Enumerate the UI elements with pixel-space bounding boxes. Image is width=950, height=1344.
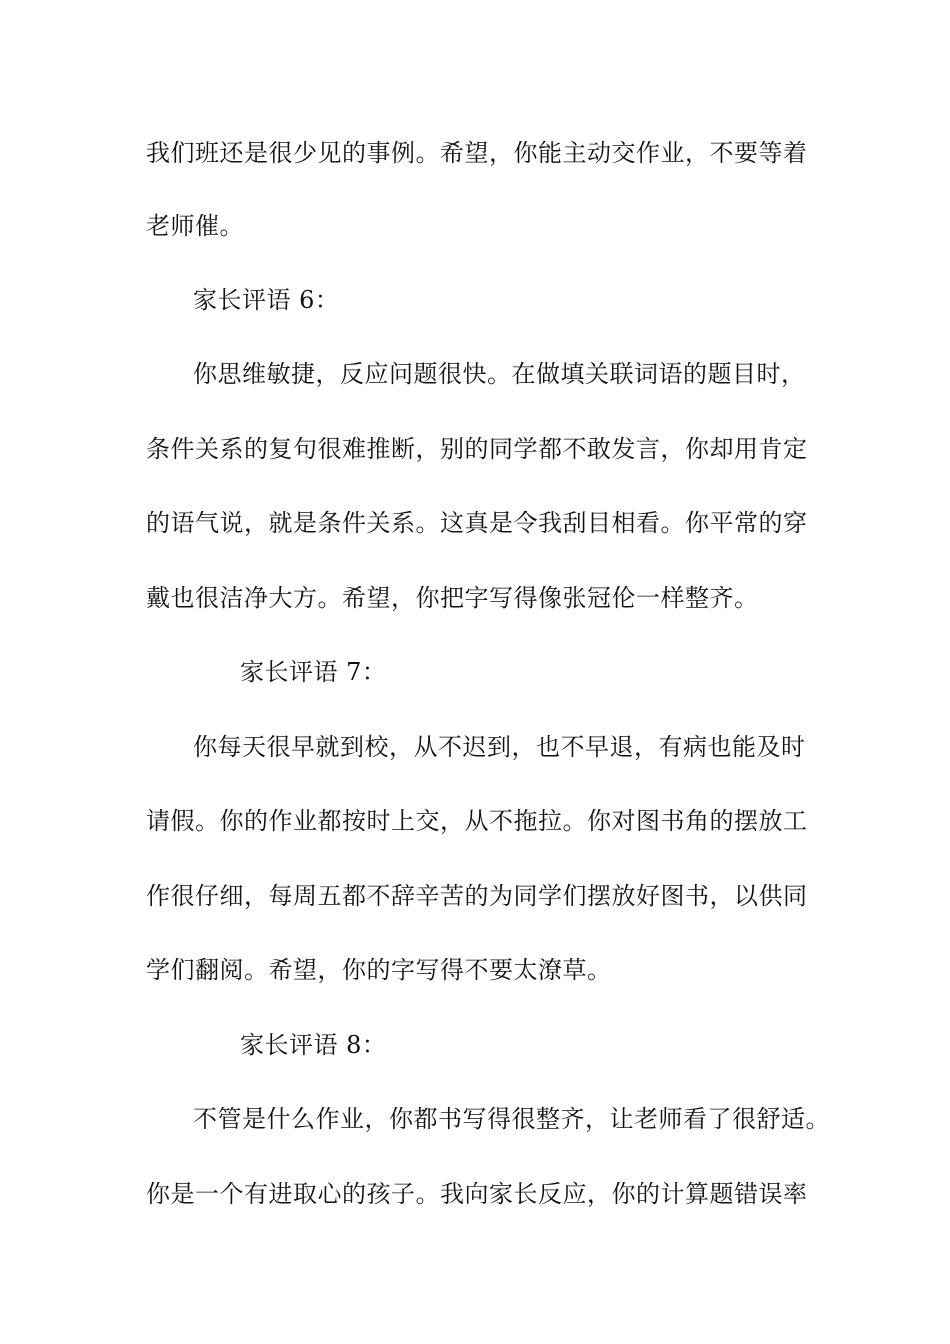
paragraph-line: 你是一个有进取心的孩子。我向家长反应，你的计算题错误率 [146,1180,808,1208]
paragraph-line: 条件关系的复句很难推断，别的同学都不敢发言，你却用肯定 [146,435,808,463]
paragraph-line: 你思维敏捷，反应问题很快。在做填关联词语的题目时， [193,360,806,388]
section-heading: 家长评语 6： [193,286,340,314]
paragraph-line: 戴也很洁净大方。希望，你把字写得像张冠伦一样整齐。 [146,584,759,612]
paragraph-line: 作很仔细，每周五都不辞辛苦的为同学们摆放好图书，以供同 [146,882,808,910]
paragraph-line: 学们翻阅。希望，你的字写得不要太潦草。 [146,956,612,984]
paragraph-line: 请假。你的作业都按时上交，从不拖拉。你对图书角的摆放工 [146,807,808,835]
paragraph-line: 我们班还是很少见的事例。希望，你能主动交作业，不要等着 [146,139,808,167]
paragraph-line: 你每天很早就到校，从不迟到，也不早退，有病也能及时 [193,733,806,761]
paragraph-line: 的语气说，就是条件关系。这真是令我刮目相看。你平常的穿 [146,509,808,537]
paragraph-line: 不管是什么作业，你都书写得很整齐，让老师看了很舒适。 [193,1105,830,1133]
section-heading: 家长评语 7： [240,658,387,686]
section-heading: 家长评语 8： [240,1031,387,1059]
paragraph-line: 老师催。 [146,212,244,240]
